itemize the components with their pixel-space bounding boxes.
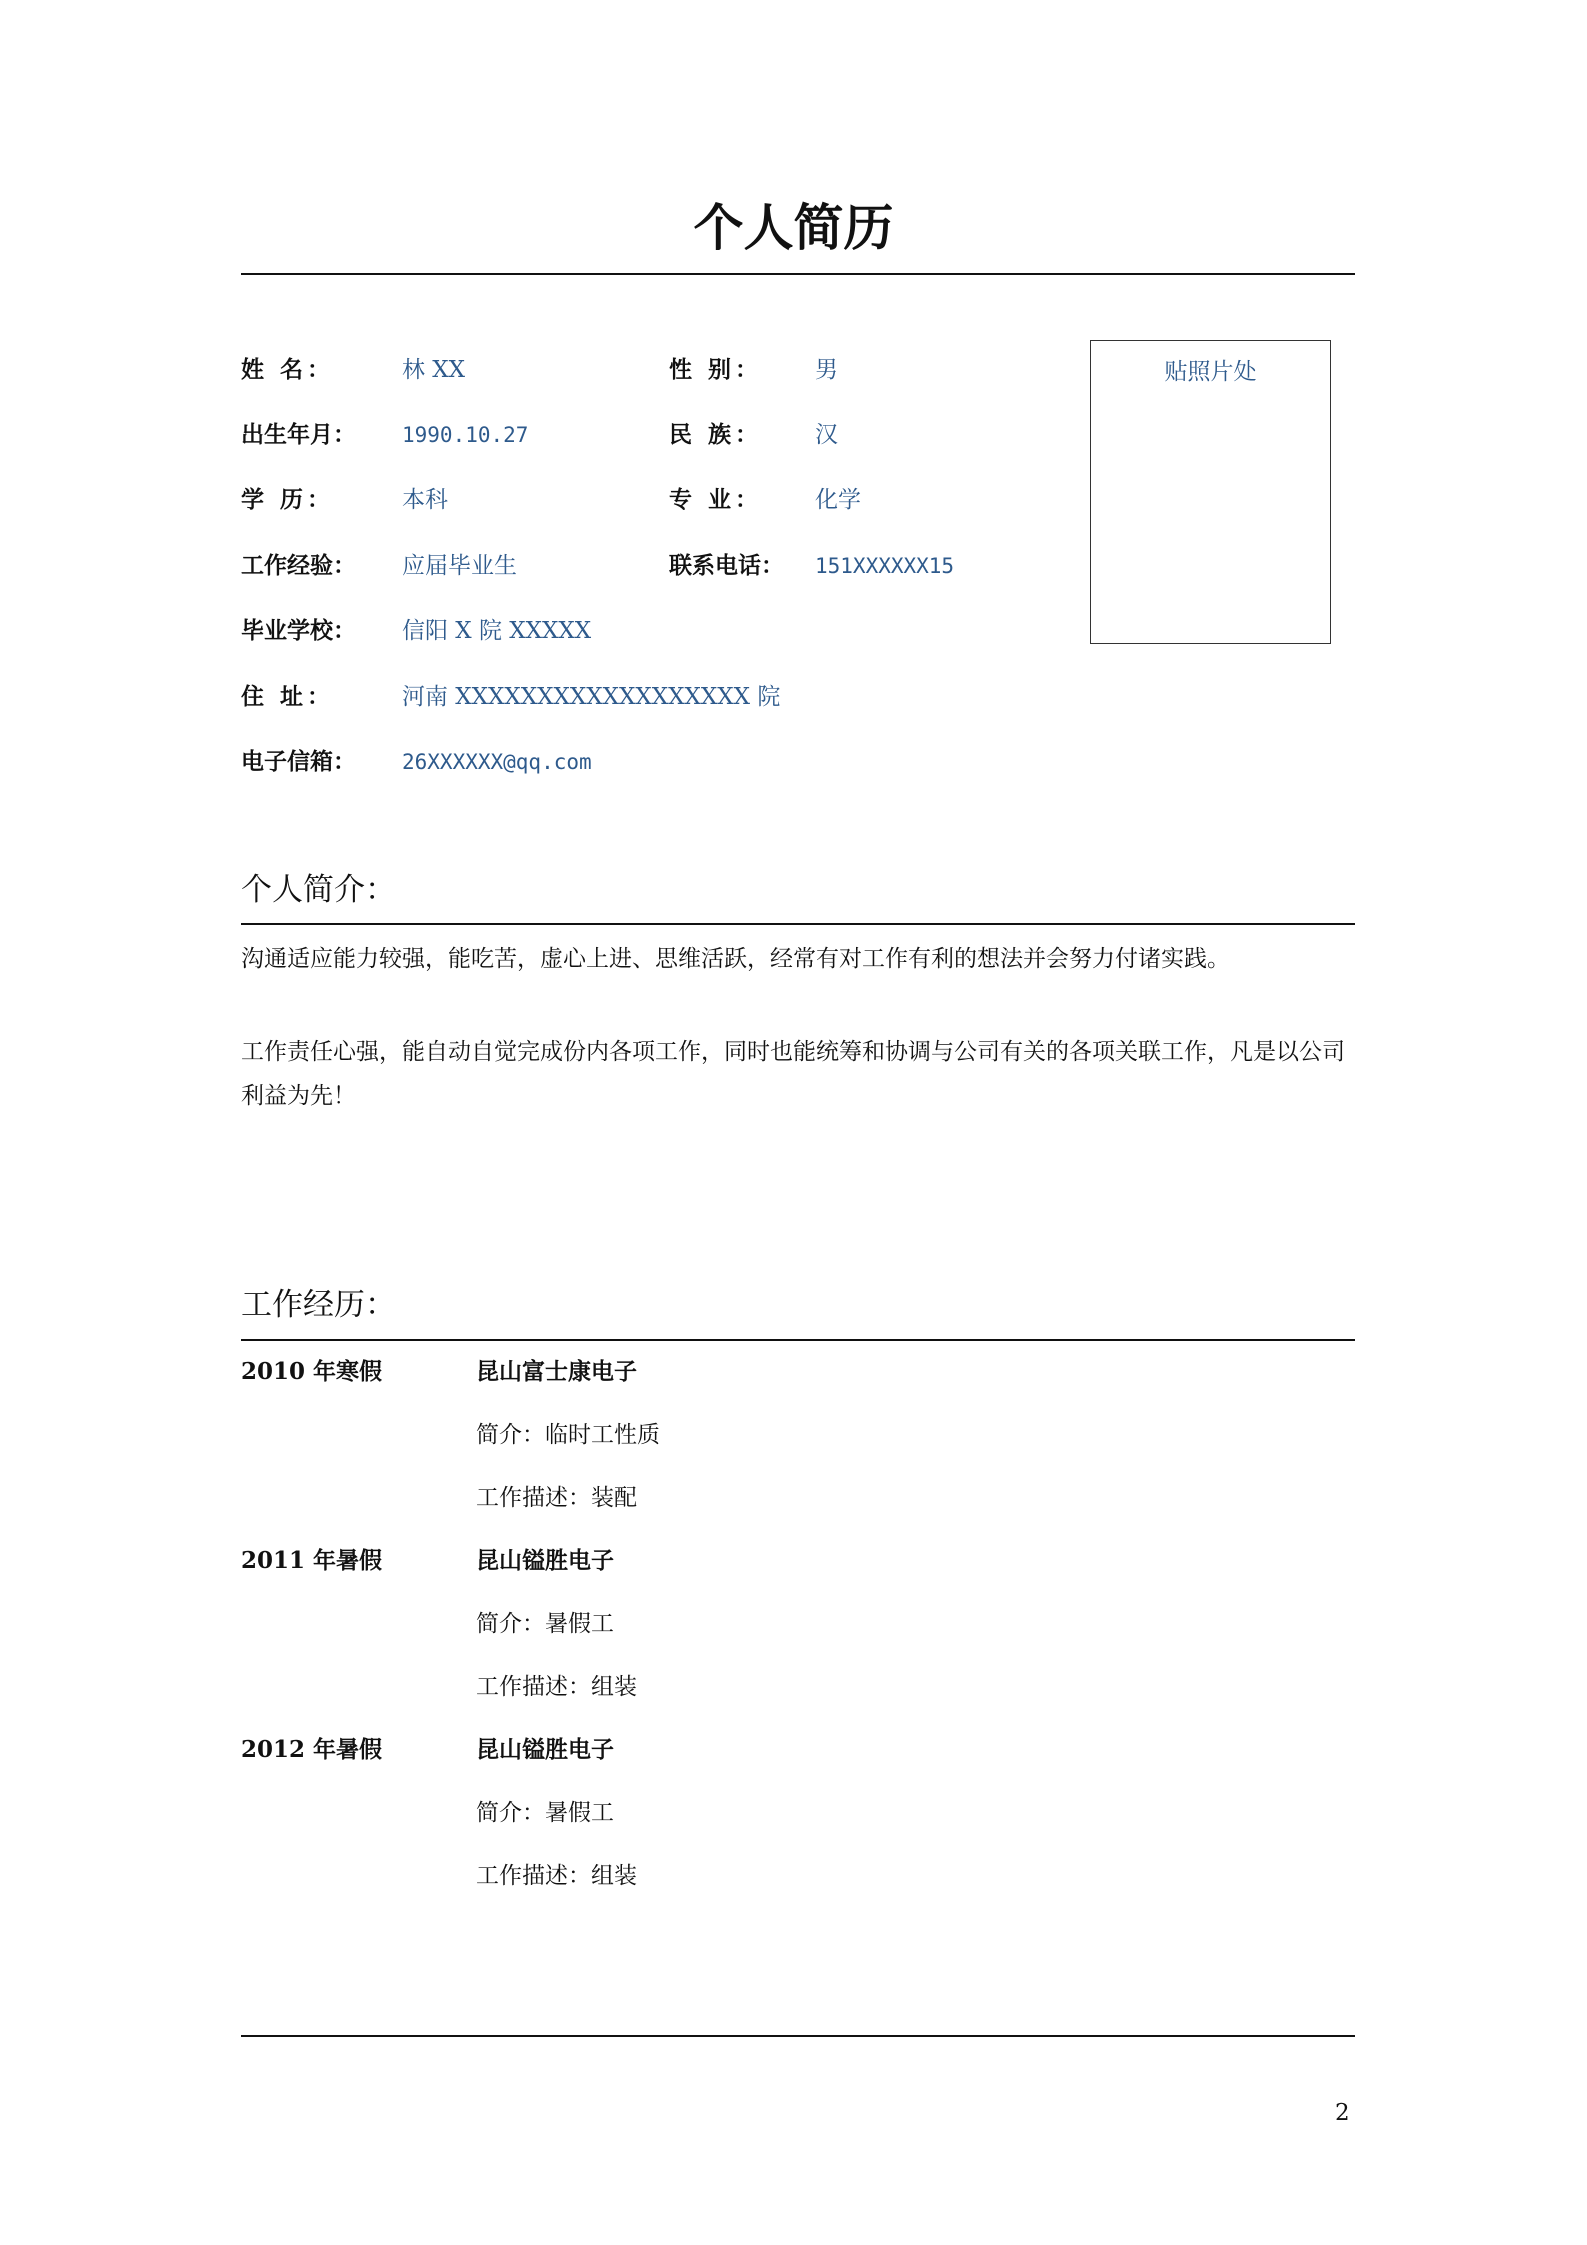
major-label: 专 业：	[669, 486, 763, 513]
title-divider	[241, 273, 1355, 275]
education-value: 本科	[402, 487, 448, 513]
page-title: 个人简历	[693, 198, 894, 257]
gender-label: 性 别：	[669, 356, 763, 383]
work-description: 工作描述：组装	[476, 1674, 637, 1700]
work-divider	[241, 1339, 1355, 1341]
major-value: 化学	[815, 487, 861, 513]
work-intro: 简介：暑假工	[476, 1611, 614, 1637]
experience-value: 应届毕业生	[402, 553, 517, 579]
birth-label: 出生年月：	[241, 421, 356, 448]
work-intro: 简介：临时工性质	[476, 1422, 660, 1448]
school-label: 毕业学校：	[241, 617, 356, 644]
email-value: 26XXXXXX@qq.com	[402, 750, 592, 774]
phone-value: 151XXXXXX15	[815, 554, 955, 578]
education-label: 学 历：	[241, 486, 335, 513]
profile-heading: 个人简介：	[241, 872, 396, 908]
birth-value: 1990.10.27	[402, 423, 529, 447]
work-intro: 简介：暑假工	[476, 1800, 614, 1826]
work-description: 工作描述：装配	[476, 1485, 637, 1511]
phone-label: 联系电话：	[669, 552, 784, 579]
name-value: 林 XX	[402, 357, 466, 383]
photo-placeholder-label: 贴照片处	[1164, 359, 1257, 385]
profile-paragraph-1: 沟通适应能力较强，能吃苦，虚心上进、思维活跃，经常有对工作有利的想法并会努力付诸实践。	[241, 946, 1230, 972]
address-label: 住 址：	[241, 683, 335, 710]
school-value: 信阳 X 院 XXXXX	[402, 618, 592, 644]
experience-label: 工作经验：	[241, 552, 356, 579]
work-date: 2010 年寒假	[241, 1358, 383, 1385]
work-heading: 工作经历：	[241, 1287, 396, 1323]
ethnicity-value: 汉	[815, 422, 838, 448]
profile-divider	[241, 923, 1355, 925]
name-label: 姓 名：	[241, 356, 335, 383]
email-label: 电子信箱：	[241, 748, 356, 775]
profile-paragraph-2: 工作责任心强，能自动自觉完成份内各项工作，同时也能统筹和协调与公司有关的各项关联工作，凡是以公司利益为先！	[241, 1039, 1345, 1109]
work-company: 昆山镒胜电子	[476, 1547, 614, 1574]
ethnicity-label: 民 族：	[669, 421, 763, 448]
address-value: 河南 XXXXXXXXXXXXXXXXXX 院	[402, 684, 781, 710]
work-company: 昆山镒胜电子	[476, 1736, 614, 1763]
work-date: 2011 年暑假	[241, 1547, 383, 1574]
work-company: 昆山富士康电子	[476, 1358, 637, 1385]
photo-placeholder-box	[1090, 340, 1331, 644]
work-date: 2012 年暑假	[241, 1736, 383, 1763]
gender-value: 男	[815, 357, 838, 383]
footer-divider	[241, 2035, 1355, 2037]
page-number: 2	[1335, 2100, 1350, 2126]
work-description: 工作描述：组装	[476, 1863, 637, 1889]
